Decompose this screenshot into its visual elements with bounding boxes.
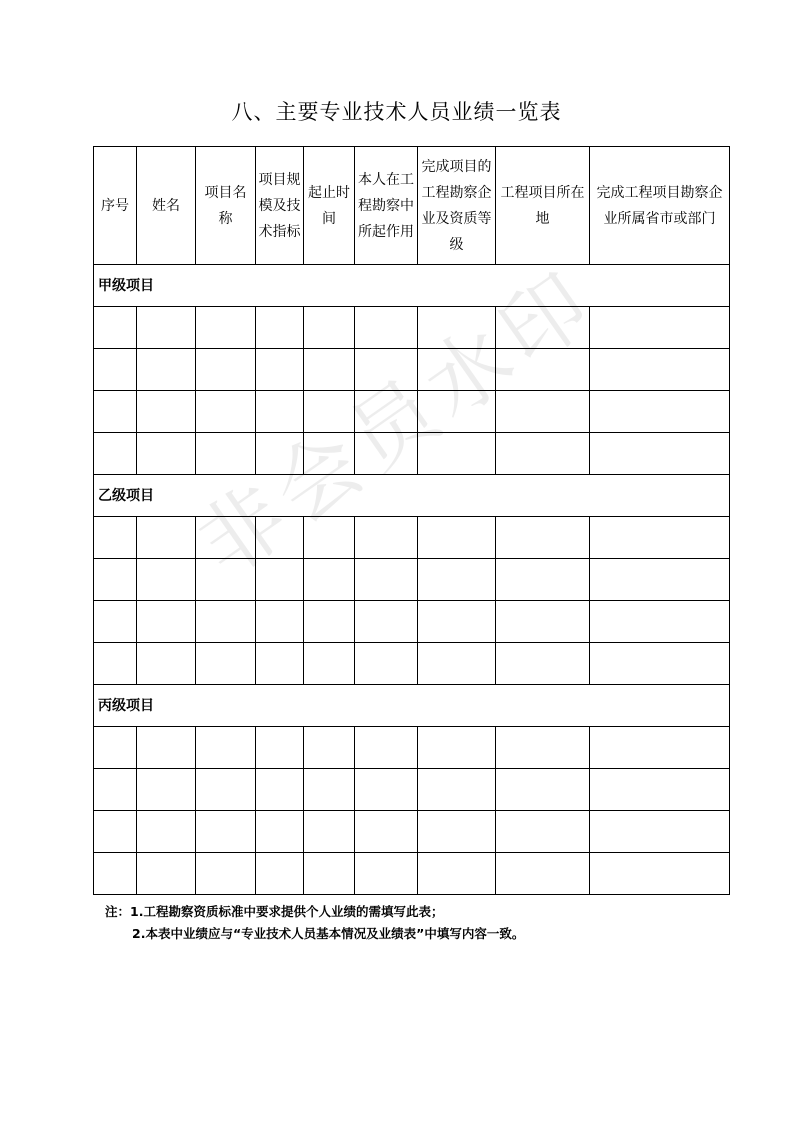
table-row	[94, 433, 730, 475]
header-personal-role: 本人在工程勘察中所起作用	[355, 147, 418, 265]
table-row	[94, 391, 730, 433]
section-label-a: 甲级项目	[94, 265, 730, 307]
table-row	[94, 769, 730, 811]
header-enterprise-province: 完成工程项目勘察企业所属省市或部门	[590, 147, 730, 265]
table-row	[94, 349, 730, 391]
table-row	[94, 727, 730, 769]
header-project-name: 项目名称	[196, 147, 256, 265]
header-time-period: 起止时间	[304, 147, 355, 265]
watermark: 非会员水印	[180, 250, 614, 596]
table-row	[94, 601, 730, 643]
table-row	[94, 559, 730, 601]
table-row	[94, 853, 730, 895]
section-row	[94, 265, 730, 307]
header-project-scale: 项目规模及技术指标	[256, 147, 304, 265]
performance-table	[93, 146, 730, 895]
section-row	[94, 685, 730, 727]
footnote-1: 注：1.工程勘察资质标准中要求提供个人业绩的需填写此表；	[105, 904, 444, 919]
header-serial-number: 序号	[94, 147, 137, 265]
footnote-2: 2.本表中业绩应与“专业技术人员基本情况及业绩表”中填写内容一致。	[132, 926, 525, 941]
table-row	[94, 307, 730, 349]
section-label-c: 丙级项目	[94, 685, 730, 727]
table-row	[94, 643, 730, 685]
table-row	[94, 517, 730, 559]
header-name: 姓名	[137, 147, 196, 265]
header-project-location: 工程项目所在地	[496, 147, 590, 265]
section-row	[94, 475, 730, 517]
header-row	[94, 147, 730, 265]
page-title: 八、主要专业技术人员业绩一览表	[231, 100, 562, 124]
footnotes	[105, 901, 524, 945]
section-label-b: 乙级项目	[94, 475, 730, 517]
table-row	[94, 811, 730, 853]
header-enterprise-qualification: 完成项目的工程勘察企业及资质等级	[418, 147, 496, 265]
